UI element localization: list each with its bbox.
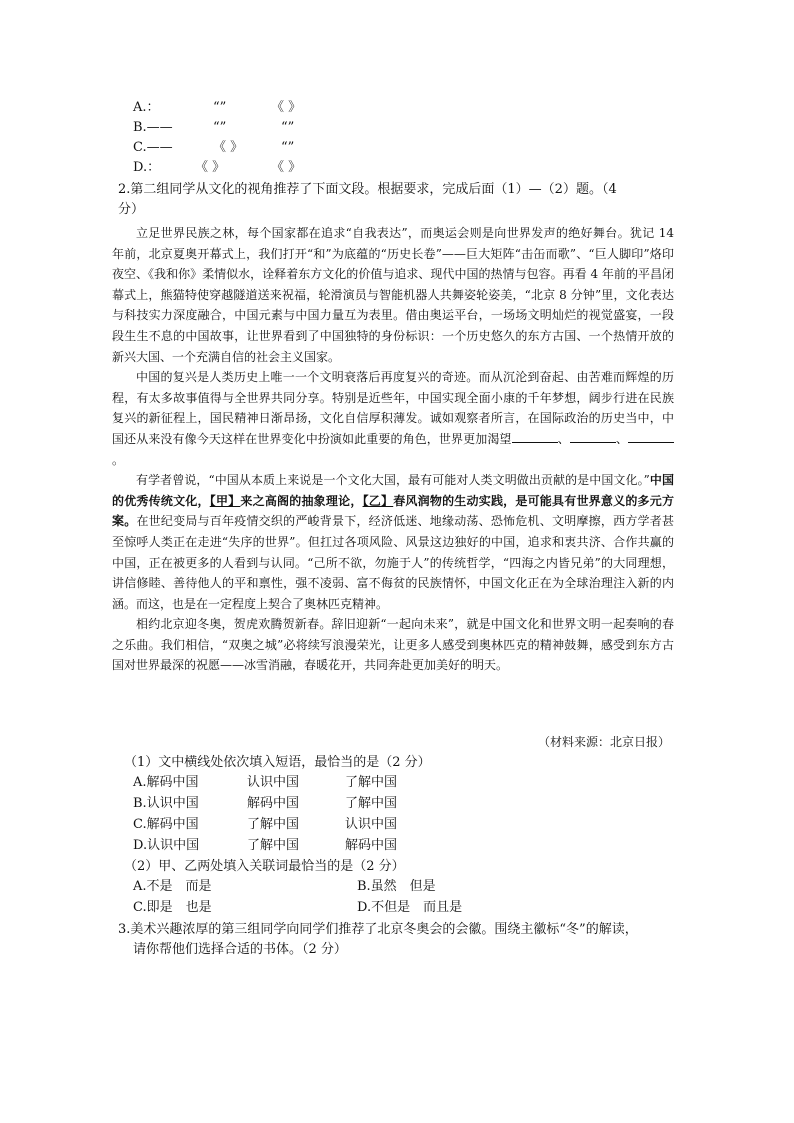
q1-option-b[interactable] — [133, 118, 433, 138]
option-mark-1: 《 》 — [213, 140, 244, 155]
option-mark-2: “” — [281, 120, 295, 135]
sub1-option-a[interactable] — [133, 773, 199, 793]
sub-question-1-stem: （1）文中横线处依次填入短语，最恰当的是（2 分） — [124, 755, 431, 770]
sub2-option-a[interactable]: A.不是 而是 — [133, 879, 212, 894]
passage-paragraph-3 — [112, 470, 674, 614]
q1-option-a[interactable] — [133, 98, 433, 118]
option-phrase-3: 了解中国 — [345, 796, 398, 811]
option-phrase-1: 解码中国 — [146, 775, 199, 790]
sub1-option-b[interactable] — [133, 794, 199, 814]
option-label: A. — [133, 775, 147, 790]
material-source: （材料来源：北京日报） — [537, 735, 670, 749]
option-phrase-2: 认识中国 — [247, 775, 300, 790]
option-mark-2: “” — [281, 140, 295, 155]
sub1-option-c[interactable] — [133, 815, 199, 835]
option-label: D. — [133, 838, 148, 853]
q3-stem-line-1: 3.美术兴趣浓厚的第三组同学向同学们推荐了北京冬奥会的会徽。围绕主徽标“冬”的解读， — [118, 922, 638, 937]
option-label: D.： — [133, 160, 161, 175]
emphasis-text-3: 春风润物的生动实践，是可能具有世界意义的多元方案。 — [112, 493, 674, 529]
option-phrase-2: 了解中国 — [247, 838, 300, 853]
emphasis-text-2: 来之高阁的抽象理论， — [240, 493, 363, 508]
option-mark-1: 《 》 — [195, 160, 226, 175]
reading-passage — [112, 223, 674, 676]
sub1-option-d[interactable] — [133, 836, 199, 856]
option-label: C. — [133, 817, 147, 832]
q3-stem-line-2: 请你帮他们选择合适的书体。（2 分） — [133, 942, 347, 957]
option-label: B.—— — [133, 120, 173, 135]
blank-jia[interactable]: 【甲】 — [209, 493, 241, 508]
option-phrase-3: 解码中国 — [345, 838, 398, 853]
option-phrase-3: 了解中国 — [345, 775, 398, 790]
sub2-option-d[interactable]: D.不但是 而且是 — [357, 900, 463, 915]
option-label: B. — [133, 796, 147, 811]
q1-option-c[interactable] — [133, 138, 433, 158]
passage-paragraph-4: 相约北京迎冬奥，贺虎欢腾贺新春。辞旧迎新“一起向未来”，就是中国文化和世界文明一起奏响的春之乐曲。我们相信，“双奥之城”必将续写浪漫荣光，让更多人感受到奥林匹克的精神鼓舞，感受到东方古国对世界最深的祝愿——冰雪消融，春暖花开，共同奔赴更加美好的明天。 — [112, 617, 674, 673]
emphasis-text-1: 中国的优秀传统文化， — [112, 473, 674, 508]
paragraph-3-rest: 在世纪变局与百年疫情交织的严峻背景下，经济低迷、地缘动荡、恐怖危机、文明摩擦，西方学者甚至惊呼人类正在走进“失序的世界”。但扛过各项风险、风景这边独好的中国，追求和衷共济、合作共赢的中国，正在被更多的人看到与认同。“己所不欲，勿施于人”的传统哲学，“四海之内皆兄弟”的大同理想，讲信修睦、善待他人的平和禀性，强不凌弱、富不侮贫的民族情怀，中国文化正在为全球治理注入新的内涵。而这，也是在一定程度上契合了奥林匹克精神。 — [112, 514, 674, 611]
paragraph-3-quote: 有学者曾说，“中国从本质上来说是一个文化大国，最有可能对人类文明做出贡献的是中国文化。” — [136, 473, 650, 488]
blank-separator: 、 — [557, 431, 570, 446]
passage-paragraph-2 — [112, 367, 674, 470]
option-mark-1: “” — [213, 120, 227, 135]
option-label: A.： — [133, 100, 160, 115]
q2-stem-line-2: 分） — [118, 202, 145, 217]
answer-blank-2[interactable] — [570, 430, 616, 443]
option-phrase-1: 认识中国 — [146, 796, 199, 811]
passage-paragraph-1: 立足世界民族之林，每个国家都在追求“自我表达”，而奥运会则是向世界发声的绝好舞台。犹记 14 年前，北京夏奥开幕式上，我们打开“和”为底蕴的“历史长卷”——巨大矩阵“击缶而歌”、“巨人脚印”烙印夜空、《我和你》柔情似水，诠释着东方文化的价值与追求、现代中国的热情与包容。再看 4 年前的平昌闭幕式上，熊猫特使穿越隧道送来祝福，轮滑演员与智能机器人共舞姿轮姿美，“北京 8 分钟”里，文化表达与科技实力深度融合，中国元素与中国力量互为表里。借由奥运平台，一场场文明灿烂的视觉盛宴，一段段生生不息的中国故事，让世界看到了中国独特的身份标识：一个历史悠久的东方古国、一个热情开放的新兴大国、一个充满自信的社会主义国家。 — [112, 226, 674, 364]
q1-option-d[interactable] — [133, 158, 433, 178]
option-phrase-2: 了解中国 — [247, 817, 300, 832]
answer-blank-3[interactable] — [628, 430, 674, 443]
sub2-option-c[interactable]: C.即是 也是 — [133, 900, 212, 915]
blank-separator: 、 — [615, 431, 628, 446]
paragraph-end-mark: 。 — [112, 452, 125, 467]
option-phrase-1: 解码中国 — [146, 817, 199, 832]
option-mark-2: 《 》 — [271, 160, 302, 175]
option-mark-2: 《 》 — [271, 100, 302, 115]
option-mark-1: “” — [213, 100, 227, 115]
sub-question-2-stem: （2）甲、乙两处填入关联词最恰当的是（2 分） — [124, 859, 405, 874]
answer-blank-1[interactable] — [512, 430, 558, 443]
option-label: C.—— — [133, 140, 173, 155]
blank-yi[interactable]: 【乙】 — [362, 493, 394, 508]
q2-stem-line-1: 2.第二组同学从文化的视角推荐了下面文段。根据要求，完成后面（1）—（2）题。（4 — [118, 182, 617, 197]
option-phrase-2: 解码中国 — [247, 796, 300, 811]
paragraph-2-text: 中国的复兴是人类历史上唯一一个文明衰落后再度复兴的奇迹。而从沉沦到奋起、由苦难而辉煌的历程，有太多故事值得与全世界共同分享。特别是近些年，中国实现全面小康的千年梦想，阔步行进在民族复兴的新征程上，国民精神日渐昂扬，文化自信厚积薄发。诚如观察者所言，在国际政治的历史当中，中国还从来没有像今天这样在世界变化中扮演如此重要的角色，世界更加渴望 — [112, 370, 674, 446]
sub2-option-b[interactable]: B.虽然 但是 — [357, 879, 436, 894]
option-phrase-1: 认识中国 — [147, 838, 200, 853]
option-phrase-3: 认识中国 — [345, 817, 398, 832]
